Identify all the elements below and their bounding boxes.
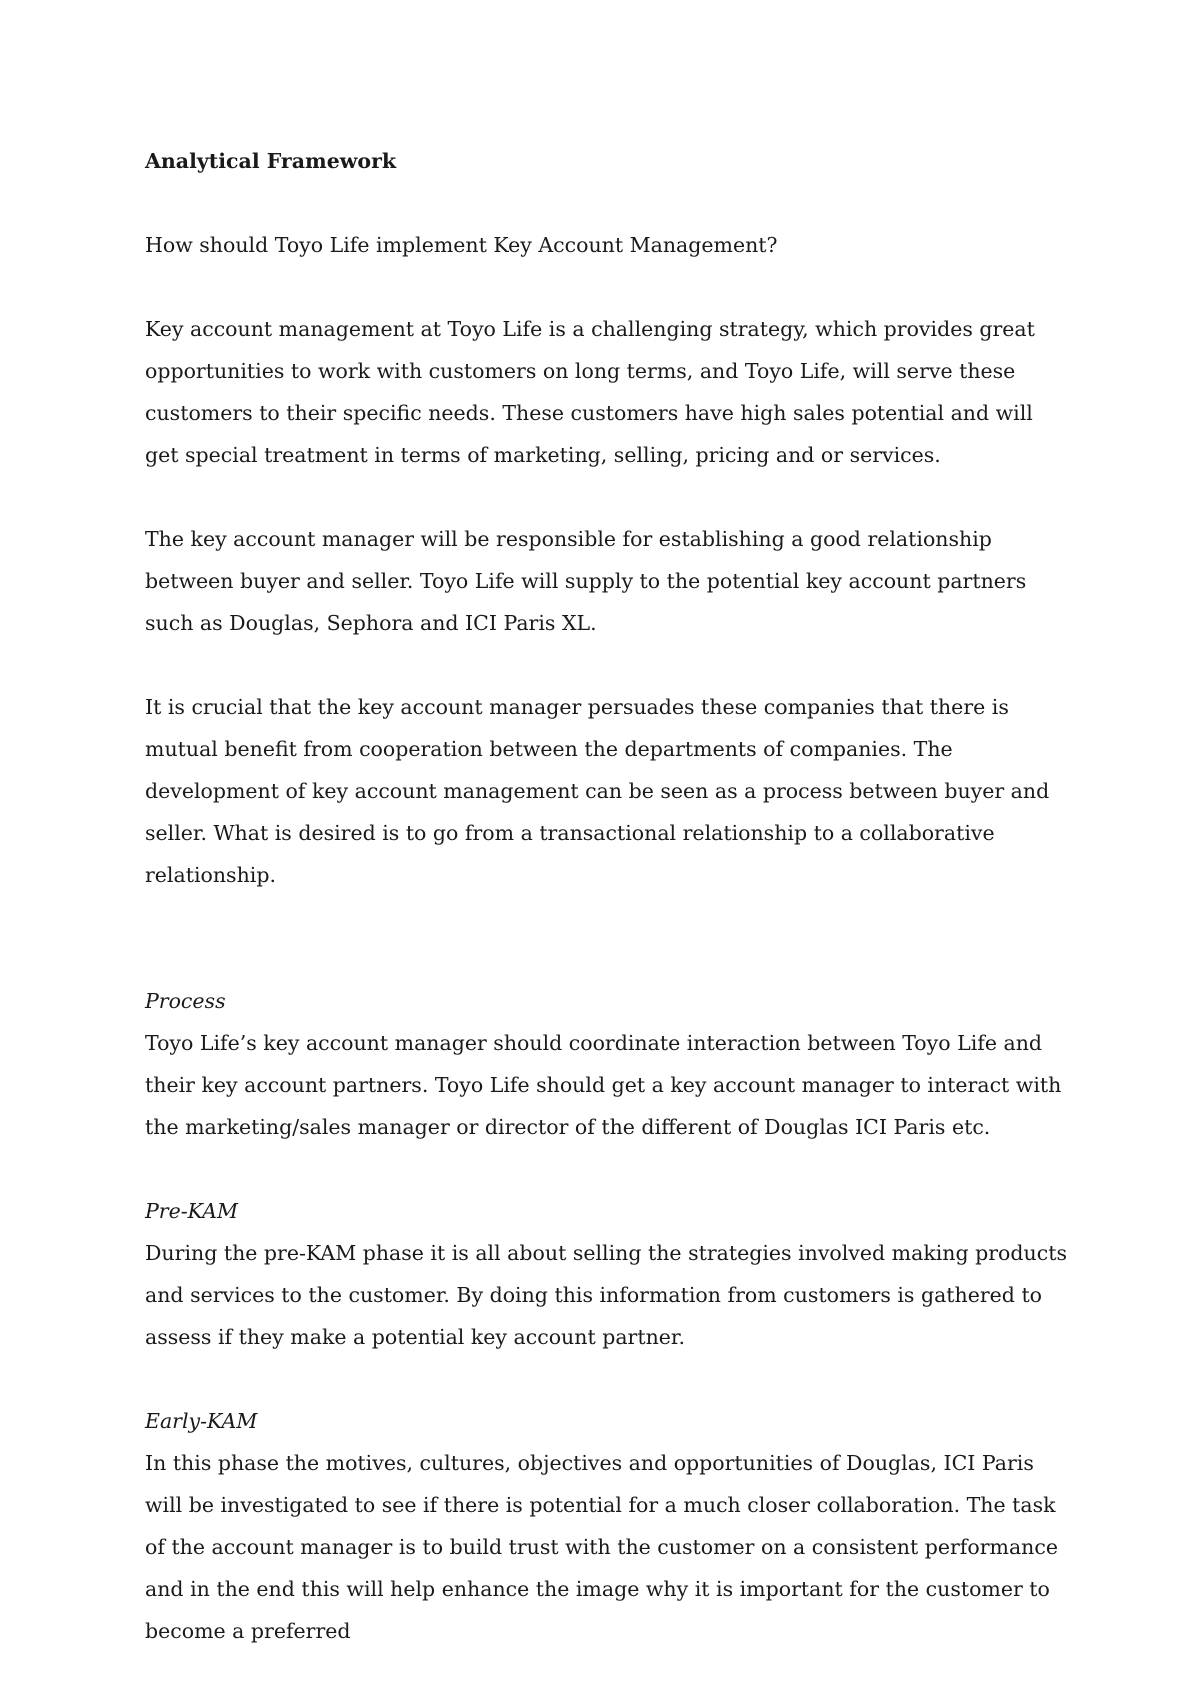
section-heading: Pre-KAM	[145, 1199, 238, 1223]
document-body	[145, 140, 1070, 1694]
intro-paragraph: It is crucial that the key account manager persuades these companies that there is mutual benefit from cooperation between the departments of companies. The development of key account management can be seen as a process between buyer and seller. What is desired is to go from a transactional relationship to a collaborative relationship.	[145, 695, 1050, 887]
section-body: Toyo Life’s key account manager should coordinate interaction between Toyo Life and their key account partners. Toyo Life should get a key account manager to interact with the marketing/sales manager or director of the different of Douglas ICI Paris etc.	[145, 1031, 1062, 1139]
section-body: In this phase the motives, cultures, objectives and opportunities of Douglas, ICI Paris will be investigated to see if there is potential for a much closer collaboration. The task of the account manager is to build trust with the customer on a consistent performance and in the end this will help enhance the image why it is important for the customer to become a preferred	[145, 1451, 1058, 1643]
document-title: Analytical Framework	[145, 149, 397, 173]
section-body: During the pre-KAM phase it is all about selling the strategies involved making products and services to the customer. By doing this information from customers is gathered to assess if they make a potential key account partner.	[145, 1241, 1067, 1349]
intro-paragraph: Key account management at Toyo Life is a challenging strategy, which provides great opportunities to work with customers on long terms, and Toyo Life, will serve these customers to their specific needs. These customers have high sales potential and will get special treatment in terms of marketing, selling, pricing and or services.	[145, 317, 1035, 467]
section-pre-kam	[145, 1190, 1070, 1358]
section-process	[145, 980, 1070, 1148]
document-question: How should Toyo Life implement Key Account Management?	[145, 233, 778, 257]
intro-paragraph: The key account manager will be responsible for establishing a good relationship between buyer and seller. Toyo Life will supply to the potential key account partners such as Douglas, Sephora and ICI Paris XL.	[145, 527, 1027, 635]
section-heading: Early-KAM	[145, 1409, 258, 1433]
section-early-kam	[145, 1400, 1070, 1652]
section-heading: Process	[145, 989, 226, 1013]
